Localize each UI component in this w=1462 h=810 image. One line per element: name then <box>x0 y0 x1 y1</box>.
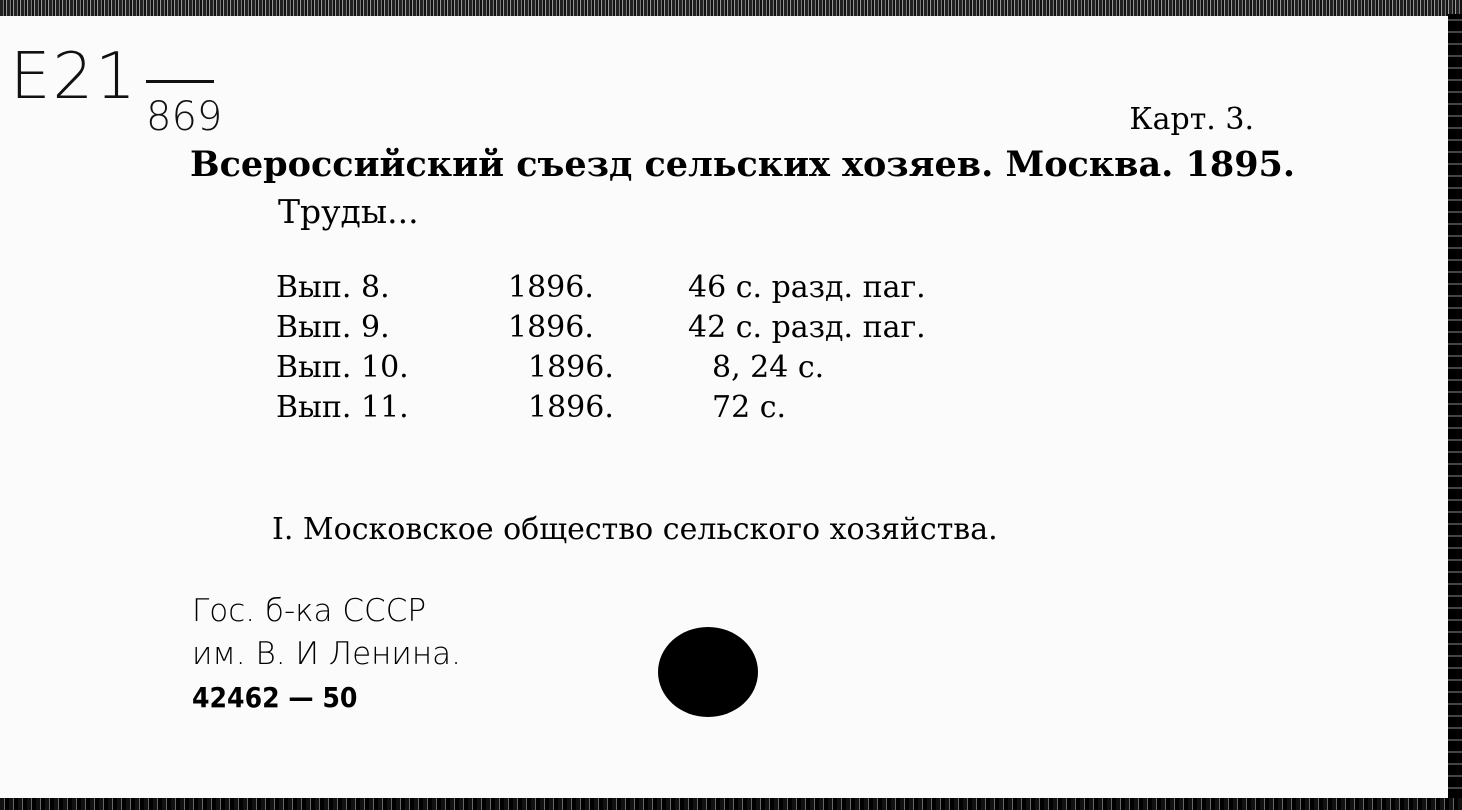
print-number: 42462 — 50 <box>192 681 358 714</box>
issue-number: Вып. 10. <box>276 350 409 385</box>
entry-subtitle: Труды... <box>278 192 419 231</box>
issue-year: 1896. <box>528 390 614 425</box>
card-bottom-edge <box>0 798 1462 810</box>
entry-heading: Всероссийский съезд сельских хозяев. Москва. 1895. <box>190 144 1296 185</box>
library-name-line2: им. В. И Ленина. <box>192 636 461 672</box>
added-entry-tracing: I. Московское общество сельского хозяйства. <box>272 512 998 547</box>
issue-pages: 72 с. <box>712 390 787 425</box>
issue-pages: 46 с. разд. паг. <box>688 270 926 305</box>
call-number-divider <box>146 80 214 83</box>
call-number-suffix: 869 <box>146 94 223 140</box>
issue-number: Вып. 9. <box>276 310 390 345</box>
issue-year: 1896. <box>508 310 594 345</box>
call-number-prefix: E21 <box>10 40 138 114</box>
card-number: Карт. 3. <box>1129 102 1254 137</box>
issue-year: 1896. <box>528 350 614 385</box>
issue-pages: 42 с. разд. паг. <box>688 310 926 345</box>
card-top-edge <box>0 0 1462 16</box>
punch-hole <box>658 627 758 717</box>
issue-pages: 8, 24 с. <box>712 350 825 385</box>
card-right-edge <box>1448 14 1462 810</box>
issue-number: Вып. 8. <box>276 270 390 305</box>
library-imprint <box>192 590 461 719</box>
issue-number: Вып. 11. <box>276 390 409 425</box>
issue-year: 1896. <box>508 270 594 305</box>
library-name-line1: Гос. б-ка СССР <box>192 593 427 629</box>
